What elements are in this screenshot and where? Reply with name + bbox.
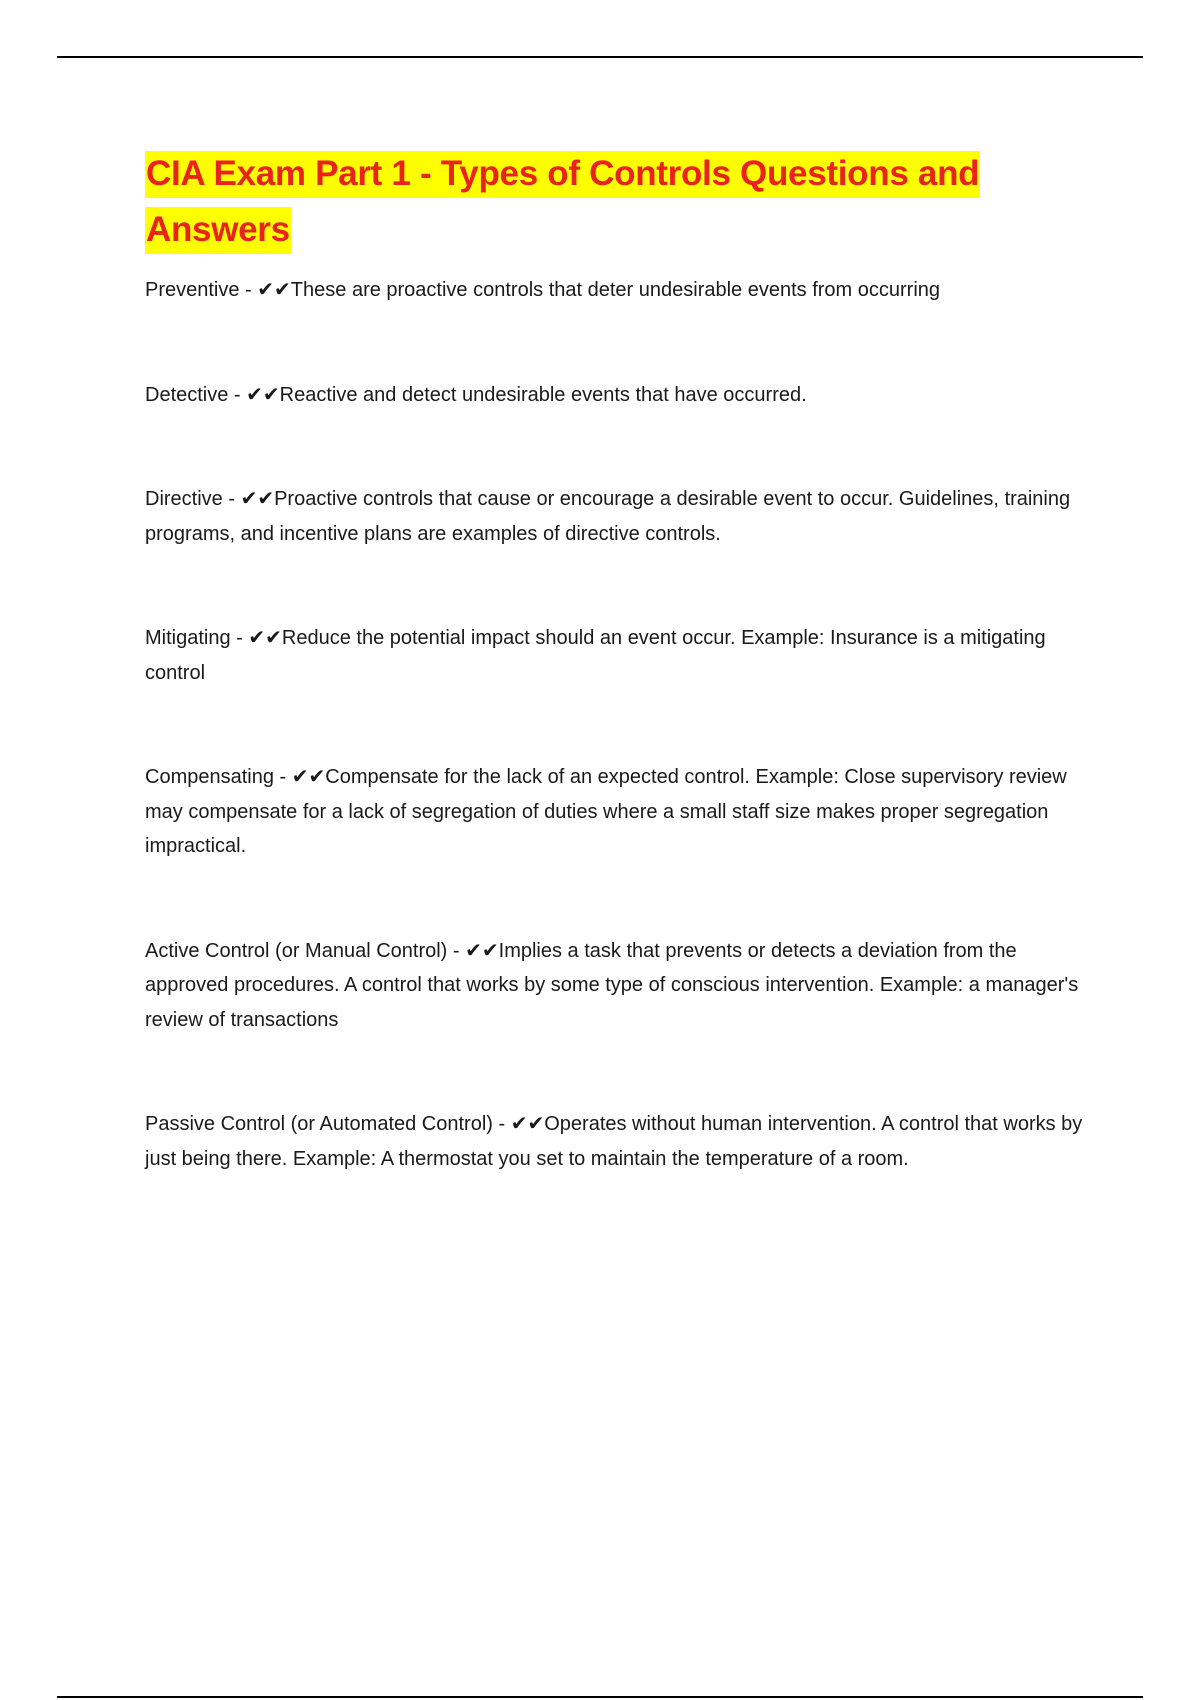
qa-definition: Implies a task that prevents or detects a deviation from the approved procedures. A control that works by some type of conscious intervention. Example: a manager's review of transactions <box>145 939 1079 1031</box>
qa-item-passive-control <box>145 1106 1095 1176</box>
qa-separator: - <box>222 488 241 510</box>
qa-item-directive <box>145 481 1095 551</box>
qa-term: Passive Control (or Automated Control) <box>145 1113 493 1135</box>
double-check-icon: ✔✔ <box>240 486 275 510</box>
double-check-icon: ✔✔ <box>291 764 326 788</box>
qa-separator: - <box>273 766 292 788</box>
double-check-icon: ✔✔ <box>510 1111 545 1135</box>
qa-separator: - <box>228 383 247 406</box>
qa-definition: Reactive and detect undesirable events that have occurred. <box>279 383 807 406</box>
qa-separator: - <box>492 1113 511 1135</box>
qa-separator: - <box>230 627 249 649</box>
qa-separator: - <box>447 939 466 962</box>
qa-definition: These are proactive controls that deter undesirable events from occurring <box>290 279 941 301</box>
qa-item-preventive <box>145 272 1095 308</box>
double-check-icon: ✔✔ <box>257 277 291 301</box>
qa-term: Compensating <box>145 766 274 788</box>
qa-item-compensating <box>145 759 1095 864</box>
qa-separator: - <box>239 279 258 301</box>
double-check-icon: ✔✔ <box>465 937 499 962</box>
qa-item-detective <box>145 377 1095 413</box>
double-check-icon: ✔✔ <box>248 625 282 649</box>
qa-definition: Operates without human intervention. A control that works by just being there. Example: A thermostat you set to maintain the temperature of a room. <box>145 1113 1083 1170</box>
page-title-text: CIA Exam Part 1 - Types of Controls Questions and Answers <box>145 151 980 254</box>
qa-definition: Reduce the potential impact should an event occur. Example: Insurance is a mitigating control <box>145 627 1046 684</box>
qa-definition: Compensate for the lack of an expected control. Example: Close supervisory review may compensate for a lack of segregation of duties where a small staff size makes proper segregation impractical. <box>145 766 1067 857</box>
qa-item-mitigating <box>145 620 1095 690</box>
qa-item-active-control <box>145 933 1095 1038</box>
page-title <box>145 146 1095 258</box>
qa-term: Directive <box>145 488 223 510</box>
qa-term: Mitigating <box>145 627 231 649</box>
qa-term: Preventive <box>145 279 240 301</box>
header-rule <box>57 56 1143 58</box>
qa-term: Detective <box>145 383 229 406</box>
footer-rule <box>57 1696 1143 1698</box>
qa-definition: Proactive controls that cause or encourage a desirable event to occur. Guidelines, training programs, and incentive plans are examples of directive controls. <box>145 488 1071 545</box>
document-body <box>145 146 1095 1176</box>
double-check-icon: ✔✔ <box>246 381 280 406</box>
qa-term: Active Control (or Manual Control) <box>145 939 448 962</box>
